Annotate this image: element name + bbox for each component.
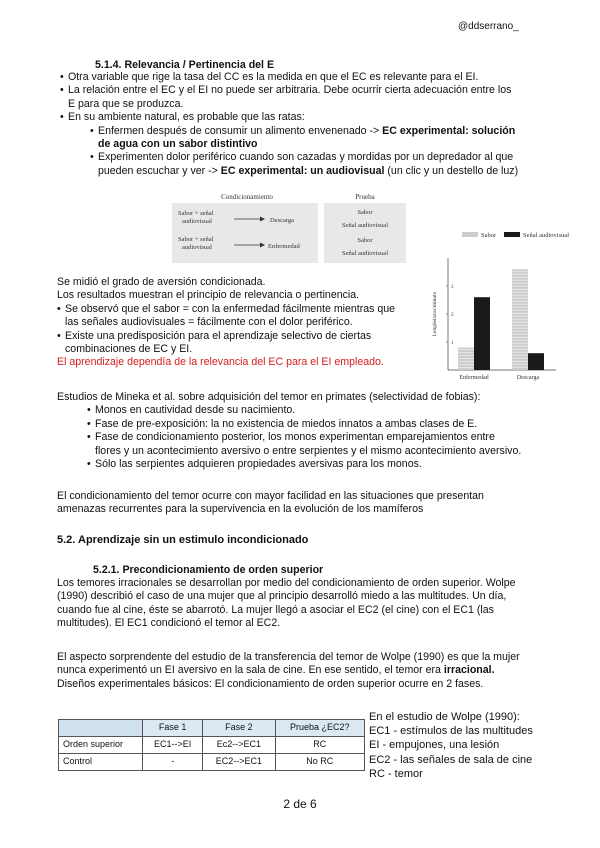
list-item: • Fase de pre-exposición: la no existencia de miedos innatos a ambas clases de E. bbox=[87, 417, 478, 430]
table-cell: No RC bbox=[275, 754, 365, 771]
section-514-body bbox=[60, 71, 540, 178]
wolpe-note bbox=[369, 710, 533, 781]
table-header-cell: Prueba ¿EC2? bbox=[275, 720, 365, 737]
table-cell: RC bbox=[275, 737, 365, 754]
table-cell: - bbox=[143, 754, 203, 771]
legend-label: Señal audiovisual bbox=[523, 232, 570, 239]
note-line: En el estudio de Wolpe (1990): bbox=[369, 711, 520, 723]
conclusion-line: amenazas recurrentes para la supervivencia en la evolución de los mamíferos bbox=[57, 503, 424, 516]
bullet-text: Otra variable que rige la tasa del CC es la medida en que el EC es relevante para el EI. bbox=[68, 71, 479, 83]
legend-label: Sabor bbox=[481, 232, 497, 239]
table-header-cell: Fase 1 bbox=[143, 720, 203, 737]
chart-bars bbox=[458, 269, 544, 370]
mineka-conclusion bbox=[57, 490, 545, 517]
fig-label: Señal audiovisual bbox=[341, 250, 389, 257]
wolpe-paragraph-2 bbox=[57, 651, 547, 691]
bullet-text: Existe una predisposición para el aprendizaje selectivo de ciertas bbox=[65, 329, 372, 342]
chart-legend bbox=[462, 232, 569, 239]
page-number: 2 de 6 bbox=[283, 797, 317, 811]
list-item: • La relación entre el EC y el EI no puede ser arbitraria. Debe ocurrir cierta adecuación entre los E para que se produzca. bbox=[60, 84, 512, 110]
sub-bold: EC experimental: un audiovisual bbox=[220, 164, 385, 177]
table-cell: Control bbox=[59, 754, 143, 771]
y-axis-label: Lengüetazos/minuto bbox=[432, 291, 438, 337]
para-line: cuando fue al cine, éste se abarrotó. La mujer llegó a asociar el EC2 (el cine) con el EC1 (las bbox=[57, 603, 494, 616]
bullet-text: La relación entre el EC y el EI no puede ser arbitraria. Debe ocurrir cierta adecuación entre los bbox=[68, 84, 512, 97]
note-line: EC1 - estímulos de las multitudes bbox=[369, 725, 533, 738]
wolpe-paragraph bbox=[57, 577, 547, 631]
bar bbox=[528, 353, 544, 370]
item-text: Sólo las serpientes adquieren propiedades aversivas para los monos. bbox=[95, 458, 422, 471]
y-tick-label: 1 bbox=[451, 341, 454, 346]
item-text: Monos en cautividad desde su nacimiento. bbox=[95, 404, 296, 417]
author-handle: @ddserrano_ bbox=[458, 21, 519, 32]
sub-text: pueden escuchar y ver -> bbox=[98, 164, 218, 177]
table-row bbox=[59, 754, 365, 771]
para-line bbox=[57, 664, 547, 677]
table-header-cell: Fase 2 bbox=[203, 720, 275, 737]
mineka-intro: Estudios de Mineka et al. sobre adquisición del temor en primates (selectividad de fobias): bbox=[57, 391, 481, 403]
results-block bbox=[57, 276, 412, 370]
section-title-52: 5.2. Aprendizaje sin un estimulo incondicionado bbox=[57, 534, 309, 546]
legend-swatch bbox=[504, 232, 520, 237]
bar-chart bbox=[426, 224, 570, 384]
fig-label: Sabor bbox=[357, 237, 373, 244]
sub-text: Experimenten dolor periférico cuando son cazadas y mordidas por un depredador al que bbox=[98, 151, 514, 164]
para-line: multitudes). El EC1 condicionó el temor al EC2. bbox=[57, 617, 281, 630]
note-line: RC - temor bbox=[369, 767, 423, 780]
para-line: El aspecto sorprendente del estudio de la transferencia del temor de Wolpe (1990) es que la mujer bbox=[57, 651, 520, 663]
para-line: (1990) describió el caso de una mujer que al principio desarrolló miedo a las multitudes. Un día, bbox=[57, 590, 507, 603]
design-figure bbox=[172, 193, 406, 263]
item-text: Fase de pre-exposición: la no existencia de miedos innatos a ambas clases de E. bbox=[95, 417, 478, 430]
list-item: • Enfermen después de consumir un alimento envenenado -> EC experimental: solución de agua con un sabor distintivo bbox=[90, 124, 516, 151]
list-item: • Existe una predisposición para el aprendizaje selectivo de ciertas combinaciones de EC y EI. bbox=[57, 329, 372, 356]
fig-label: Descarga bbox=[270, 217, 295, 224]
para-line: Los temores irracionales se desarrollan por medio del condicionamiento de orden superior. Wolpe bbox=[57, 577, 516, 589]
legend-swatch bbox=[462, 232, 478, 237]
list-item: • Sólo las serpientes adquieren propiedades aversivas para los monos. bbox=[87, 458, 422, 471]
para-bold: irracional. bbox=[443, 664, 495, 677]
highlight-red-text: El aprendizaje dependía de la relevancia del EC para el EI empleado. bbox=[57, 356, 384, 369]
list-item: • Experimenten dolor periférico cuando son cazadas y mordidas por un depredador al que pueden escuchar y ver -> EC experimental: un audiovisual (un clic y un destello de luz) bbox=[90, 151, 519, 177]
table-header-cell bbox=[59, 720, 143, 737]
table-row bbox=[59, 737, 365, 754]
y-tick-label: 2 bbox=[451, 313, 454, 318]
mineka-block bbox=[57, 391, 547, 471]
bullet-text-cont: E para que se produzca. bbox=[68, 97, 184, 110]
fig-label: Sabor bbox=[357, 209, 373, 216]
bullet-text: las señales audiovisuales = fácilmente con el dolor periférico. bbox=[65, 316, 353, 329]
fig-label: Enfermedad bbox=[268, 243, 300, 250]
sub-text: Enfermen después de consumir un alimento envenenado -> bbox=[98, 124, 380, 137]
table-header-row bbox=[59, 720, 365, 737]
conclusion-line: El condicionamiento del temor ocurre con mayor facilidad en las situaciones que presentan bbox=[57, 490, 484, 502]
x-tick-label: Descarga bbox=[516, 375, 540, 381]
bullet-text: Se observó que el sabor = con la enfermedad fácilmente mientras que bbox=[65, 302, 396, 315]
note-line: EC2 - las señales de sala de cine bbox=[369, 753, 533, 766]
sub-bold: de agua con un sabor distintivo bbox=[98, 138, 258, 151]
bar bbox=[474, 297, 490, 370]
table-cell: EC2-->EC1 bbox=[203, 754, 275, 771]
fig-label: Sabor + señal bbox=[178, 210, 214, 217]
fig-label: Señal audiovisual bbox=[341, 222, 389, 229]
list-item: • En su ambiente natural, es probable que las ratas: bbox=[60, 111, 305, 124]
note-line: EI - empujones, una lesión bbox=[369, 739, 500, 752]
list-item: • Fase de condicionamiento posterior, los monos experimentan emparejamientos entre flores y un acontecimiento aversivo o entre serpientes y el mismo acontecimiento aversivo. bbox=[87, 431, 522, 457]
list-item: • Se observó que el sabor = con la enfermedad fácilmente mientras que las señales audiovisuales = fácilmente con el dolor periférico. bbox=[57, 302, 396, 329]
table-cell: Ec2-->EC1 bbox=[203, 737, 275, 754]
section-title-521: 5.2.1. Precondicionamiento de orden superior bbox=[93, 564, 324, 576]
item-text: Fase de condicionamiento posterior, los monos experimentan emparejamientos entre bbox=[95, 431, 495, 444]
table-cell: Orden superior bbox=[59, 737, 143, 754]
sub-text: (un clic y un destello de luz) bbox=[387, 164, 519, 177]
fig-label: Sabor + señal bbox=[178, 236, 214, 243]
list-item: • Monos en cautividad desde su nacimiento. bbox=[87, 404, 296, 417]
y-tick-label: 3 bbox=[451, 285, 454, 290]
fig-col-header: Condicionamiento bbox=[221, 193, 273, 201]
results-line: Los resultados muestran el principio de relevancia o pertinencia. bbox=[57, 289, 360, 302]
fig-col-header: Prueba bbox=[355, 193, 375, 201]
fig-label: audiovisual bbox=[182, 244, 212, 251]
para-line: Diseños experimentales básicos: El condicionamiento de orden superior ocurre en 2 fases. bbox=[57, 677, 484, 690]
results-line: Se midió el grado de aversión condicionada. bbox=[57, 276, 266, 288]
table-cell: EC1-->EI bbox=[143, 737, 203, 754]
list-item: • Otra variable que rige la tasa del CC es la medida en que el EC es relevante para el EI. bbox=[60, 71, 479, 83]
mineka-list bbox=[57, 404, 547, 471]
x-tick-label: Enfermedad bbox=[459, 375, 489, 381]
fig-label: audiovisual bbox=[182, 218, 212, 225]
bullet-text: combinaciones de EC y EI. bbox=[65, 343, 193, 356]
bullet-text: En su ambiente natural, es probable que las ratas: bbox=[68, 111, 305, 124]
sub-bold: EC experimental: solución bbox=[382, 124, 516, 137]
section-title-514: 5.1.4. Relevancia / Pertinencia del E bbox=[95, 59, 275, 71]
para-text: nunca experimentó un EI aversivo en la sala de cine. En ese sentido, el temor era bbox=[57, 664, 441, 677]
sub-list bbox=[60, 125, 540, 179]
design-table bbox=[58, 719, 365, 771]
item-text: flores y un acontecimiento aversivo o entre serpientes y el mismo acontecimiento aversivo. bbox=[95, 444, 522, 457]
